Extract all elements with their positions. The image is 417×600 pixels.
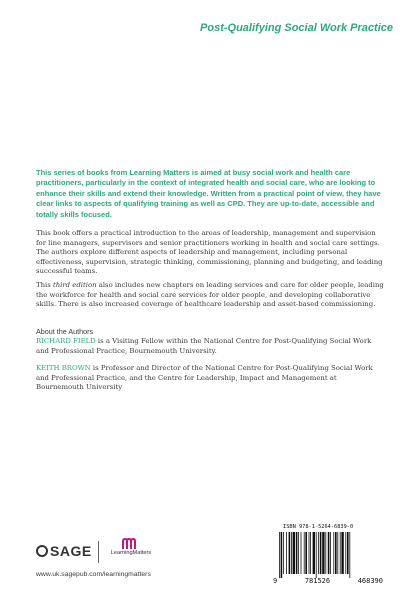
author-name-1: RICHARD FIELD xyxy=(36,337,96,345)
barcode-bar xyxy=(305,532,307,574)
barcode-digits xyxy=(273,577,383,585)
barcode-bar xyxy=(283,532,284,574)
barcode-bar xyxy=(340,532,341,574)
barcode-digits-right: 468390 xyxy=(357,577,383,585)
learning-matters-logo xyxy=(105,538,157,556)
author-name-2: KEITH BROWN xyxy=(36,364,91,372)
barcode-bar xyxy=(291,532,292,574)
isbn-label: ISBN 978-1-5264-6839-0 xyxy=(283,524,354,530)
barcode-bar xyxy=(296,532,298,574)
barcode-bar xyxy=(289,532,291,574)
barcode-bar xyxy=(309,532,310,574)
barcode-bar xyxy=(330,532,331,574)
barcode-bar xyxy=(298,532,299,574)
sage-wordmark: SAGE xyxy=(50,543,92,559)
barcode-bar xyxy=(335,532,337,574)
barcode-digit-first: 9 xyxy=(273,577,278,585)
barcode-bar xyxy=(293,532,295,574)
barcode-panel xyxy=(271,520,383,590)
barcode-icon xyxy=(273,532,381,578)
barcode-bar xyxy=(310,532,311,574)
author-bio-1 xyxy=(36,337,384,356)
series-title: Post-Qualifying Social Work Practice xyxy=(200,22,393,34)
barcode-bar xyxy=(281,532,283,578)
logo-divider xyxy=(98,541,99,563)
author-text-1: is a Visiting Fellow within the National Centre for Post-Qualifying Social Work and Professional Practice, Bournemouth University. xyxy=(36,337,372,355)
barcode-bar xyxy=(320,532,322,574)
description-paragraph-1: This book offers a practical introduction to the areas of leadership, management and supervision for line managers, supervisors and senior practitioners working in health and social care settings. The authors explore different aspects of leadership and management, including personal effectiveness, supervision, strategic thinking, commissioning, planning and budgeting, and leading successful teams. xyxy=(36,229,383,276)
barcode-bar xyxy=(316,532,317,578)
barcode-digits-left: 781526 xyxy=(304,577,331,585)
p2-emphasis: third edition xyxy=(52,281,97,289)
author-bio-2 xyxy=(36,364,384,393)
barcode-bar xyxy=(286,532,287,574)
description-paragraph-2 xyxy=(36,281,384,310)
publisher-url: www.uk.sagepub.com/learningmatters xyxy=(36,571,151,578)
learning-matters-text: LearningMatters xyxy=(110,550,152,556)
barcode-bar xyxy=(337,532,338,574)
p2-rest: also includes new chapters on leading services and care for older people, leading the workforce for health and social care services for older people, and developing collaborative skills. There is also increased coverage of healthcare leadership and asset-based commissioning. xyxy=(36,281,384,309)
barcode-bar xyxy=(349,532,350,578)
barcode-bar xyxy=(345,532,346,574)
barcode-bar xyxy=(279,532,280,578)
barcode-bar xyxy=(304,532,305,574)
p2-lead: This xyxy=(36,281,53,289)
barcode-bar xyxy=(325,532,326,574)
barcode-bar xyxy=(322,532,324,574)
barcode-bar xyxy=(328,532,330,574)
sage-logo xyxy=(36,543,92,559)
barcode-bar xyxy=(301,532,302,574)
barcode-bar xyxy=(313,532,315,574)
learning-matters-mark-icon xyxy=(122,538,140,550)
series-blurb: This series of books from Learning Matters is aimed at busy social work and health care practitioners, particularly in the context of integrated health and social care, who are looking to enhance their skills and extend their knowledge. Written from a practical point of view, they have clear links to aspects of qualifying training as well as CPD. They are up-to-date, accessible and totally skills focused. xyxy=(36,168,381,219)
barcode-bar xyxy=(341,532,343,574)
barcode-bar xyxy=(333,532,334,574)
barcode-bar xyxy=(347,532,349,574)
sage-circle-icon xyxy=(36,545,48,557)
author-text-2: is Professor and Director of the National Centre for Post-Qualifying Social Work and Professional Practice, and the Centre for Leadership, Impact and Management at Bournemouth University xyxy=(36,364,373,392)
barcode-bar xyxy=(318,532,319,574)
about-authors-heading: About the Authors xyxy=(36,327,94,336)
